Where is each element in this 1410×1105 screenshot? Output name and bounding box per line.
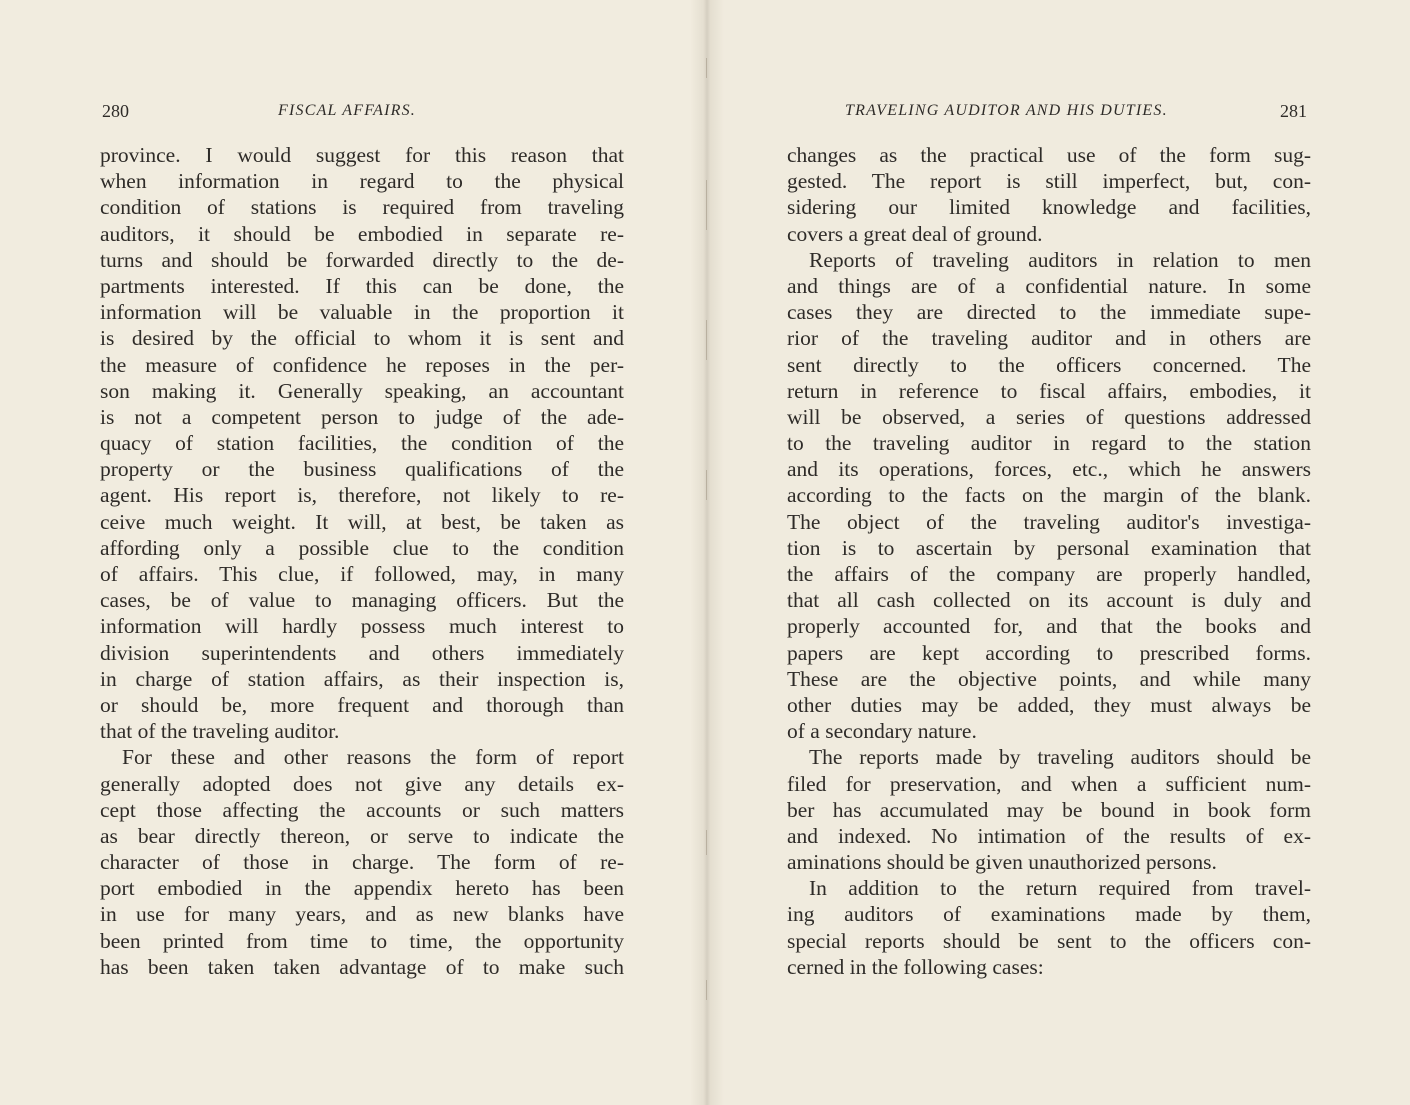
text-line: For these and other reasons the form of report	[122, 745, 624, 770]
gutter-crease-mark	[706, 180, 707, 230]
text-line: cept those affecting the accounts or such matters	[100, 797, 624, 822]
left-page-number: 280	[102, 101, 129, 121]
left-page-body	[100, 142, 624, 980]
text-line: to the traveling auditor in regard to the station	[787, 431, 1311, 456]
text-line: the affairs of the company are properly handled,	[787, 562, 1311, 586]
text-line: division superintendents and others immediately	[100, 640, 624, 665]
right-page-number: 281	[1280, 101, 1307, 121]
text-line: and its operations, forces, etc., which he answers	[787, 457, 1311, 482]
left-running-title: FISCAL AFFAIRS.	[278, 102, 416, 119]
text-line: covers a great deal of ground.	[787, 221, 1043, 246]
text-line: in use for many years, and as new blanks have	[100, 902, 624, 927]
text-line: the measure of confidence he reposes in the per-	[100, 352, 624, 377]
text-line: aminations should be given unauthorized persons.	[787, 850, 1217, 875]
text-line: auditors, it should be embodied in separate re-	[100, 221, 624, 246]
text-line: cerned in the following cases:	[787, 954, 1044, 979]
text-line: is desired by the official to whom it is sent and	[100, 326, 624, 351]
text-line: according to the facts on the margin of the blank.	[787, 483, 1311, 508]
right-page	[705, 0, 1410, 1105]
text-line: property or the business qualifications of the	[100, 457, 624, 482]
text-line: that all cash collected on its account is duly and	[787, 588, 1311, 613]
right-running-title: TRAVELING AUDITOR AND HIS DUTIES.	[845, 102, 1168, 119]
text-line: cases they are directed to the immediate supe-	[787, 300, 1311, 325]
book-gutter-shadow	[690, 0, 724, 1105]
gutter-crease-mark	[706, 320, 707, 360]
text-line: information will hardly possess much interest to	[100, 614, 624, 639]
gutter-crease-mark	[706, 830, 707, 855]
text-line: or should be, more frequent and thorough than	[100, 692, 624, 717]
text-line: in charge of station affairs, as their inspection is,	[100, 666, 624, 691]
text-line: special reports should be sent to the officers con-	[787, 928, 1311, 953]
text-line: will be observed, a series of questions addressed	[787, 404, 1311, 429]
right-page-body	[787, 142, 1311, 980]
text-line: has been taken taken advantage of to make such	[100, 954, 624, 979]
gutter-crease-mark	[706, 470, 707, 500]
text-line: that of the traveling auditor.	[100, 719, 340, 744]
text-line: been printed from time to time, the opportunity	[100, 928, 624, 953]
text-line: properly accounted for, and that the books and	[787, 614, 1311, 639]
text-line: condition of stations is required from traveling	[100, 195, 624, 220]
text-line: The reports made by traveling auditors should be	[809, 745, 1311, 770]
text-line: affording only a possible clue to the condition	[100, 535, 624, 560]
text-line: return in reference to fiscal affairs, embodies, it	[787, 378, 1311, 403]
text-line: turns and should be forwarded directly to the de-	[100, 247, 624, 272]
text-line: sidering our limited knowledge and facilities,	[787, 195, 1311, 220]
text-line: when information in regard to the physical	[100, 169, 624, 194]
gutter-crease-mark	[706, 980, 707, 1000]
text-line: sent directly to the officers concerned. The	[787, 352, 1311, 377]
text-line: of affairs. This clue, if followed, may, in many	[100, 562, 624, 586]
text-line: generally adopted does not give any details ex-	[100, 771, 624, 796]
text-line: cases, be of value to managing officers. But the	[100, 588, 624, 613]
text-line: and things are of a confidential nature. In some	[787, 273, 1311, 298]
text-line: tion is to ascertain by personal examination that	[787, 535, 1311, 560]
text-line: filed for preservation, and when a sufficient num-	[787, 771, 1311, 796]
text-line: character of those in charge. The form of re-	[100, 850, 624, 875]
text-line: of a secondary nature.	[787, 719, 977, 744]
text-line: ceive much weight. It will, at best, be taken as	[100, 509, 624, 534]
text-line: Reports of traveling auditors in relation to men	[809, 247, 1311, 272]
text-line: ber has accumulated may be bound in book form	[787, 797, 1311, 822]
text-line: In addition to the return required from travel-	[809, 876, 1311, 901]
text-line: is not a competent person to judge of the ade-	[100, 404, 624, 429]
text-line: information will be valuable in the proportion it	[100, 300, 624, 325]
text-line: other duties may be added, they must always be	[787, 692, 1311, 717]
text-line: gested. The report is still imperfect, but, con-	[787, 169, 1311, 194]
text-line: and indexed. No intimation of the results of ex-	[787, 823, 1311, 848]
text-line: port embodied in the appendix hereto has been	[100, 876, 624, 901]
text-line: papers are kept according to prescribed forms.	[787, 640, 1311, 665]
text-line: ing auditors of examinations made by them,	[787, 902, 1311, 927]
text-line: rior of the traveling auditor and in others are	[787, 326, 1311, 351]
text-line: province. I would suggest for this reason that	[100, 143, 624, 167]
text-line: changes as the practical use of the form sug-	[787, 143, 1311, 167]
text-line: The object of the traveling auditor's investiga-	[787, 509, 1311, 534]
text-line: partments interested. If this can be done, the	[100, 273, 624, 298]
text-line: agent. His report is, therefore, not likely to re-	[100, 483, 624, 508]
gutter-crease-mark	[706, 58, 707, 78]
text-line: quacy of station facilities, the condition of the	[100, 431, 624, 456]
text-line: as bear directly thereon, or serve to indicate the	[100, 823, 624, 848]
text-line: These are the objective points, and while many	[787, 666, 1311, 691]
text-line: son making it. Generally speaking, an accountant	[100, 378, 624, 403]
